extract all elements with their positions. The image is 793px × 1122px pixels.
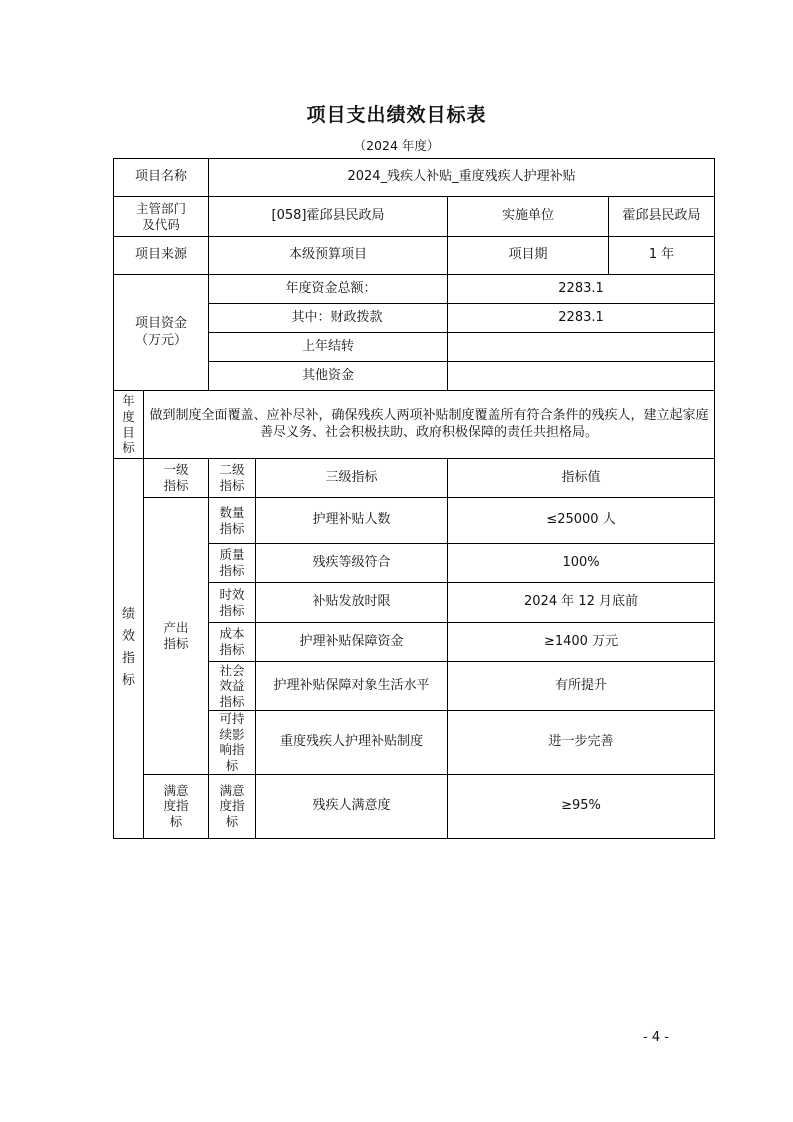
impl-unit-label: 实施单位 xyxy=(448,197,609,237)
indicator-level2: 社会 效益 指标 xyxy=(209,662,256,711)
indicator-level3: 护理补贴保障资金 xyxy=(256,623,448,662)
indicator-level3: 残疾等级符合 xyxy=(256,544,448,583)
indicator-row xyxy=(114,498,715,544)
indicator-header-row xyxy=(114,459,715,498)
indicator-value: ≥1400 万元 xyxy=(448,623,715,662)
indicator-value: ≤25000 人 xyxy=(448,498,715,544)
indicator-value: ≥95% xyxy=(448,774,715,838)
output-indicator-label: 产出 指标 xyxy=(144,498,209,775)
indicator-level3: 护理补贴人数 xyxy=(256,498,448,544)
funds-total-row xyxy=(114,275,715,304)
funds-total-value: 2283.1 xyxy=(448,275,715,304)
department-value: [058]霍邱县民政局 xyxy=(209,197,448,237)
funds-carryover-value xyxy=(448,333,715,362)
funds-fiscal-value: 2283.1 xyxy=(448,304,715,333)
annual-goal-label: 年 度 目 标 xyxy=(114,391,144,459)
project-name-value: 2024_残疾人补贴_重度残疾人护理补贴 xyxy=(209,159,715,197)
indicator-level3: 护理补贴保障对象生活水平 xyxy=(256,662,448,711)
department-label: 主管部门 及代码 xyxy=(114,197,209,237)
header-level2: 二级 指标 xyxy=(209,459,256,498)
indicator-level2: 成本 指标 xyxy=(209,623,256,662)
header-value: 指标值 xyxy=(448,459,715,498)
year-label: （2024 年度） xyxy=(353,138,440,153)
performance-target-table xyxy=(113,158,715,839)
indicator-section-label: 绩 效 指 标 xyxy=(114,459,144,839)
annual-goal-text: 做到制度全面覆盖、应补尽补，确保残疾人两项补贴制度覆盖所有符合条件的残疾人，建立起家庭善尽义务、社会积极扶助、政府积极保障的责任共担格局。 xyxy=(144,391,715,459)
project-name-row xyxy=(114,159,715,197)
satisfaction-indicator-label: 满意 度指 标 xyxy=(144,774,209,838)
funds-label: 项目资金 （万元） xyxy=(114,275,209,391)
annual-goal-row xyxy=(114,391,715,459)
funds-other-value xyxy=(448,362,715,391)
page-number: - 4 - xyxy=(643,1030,669,1045)
indicator-level2: 可持 续影 响指 标 xyxy=(209,711,256,775)
indicator-value: 2024 年 12 月底前 xyxy=(448,583,715,623)
project-source-row xyxy=(114,237,715,275)
department-row xyxy=(114,197,715,237)
funds-fiscal-label: 其中：财政拨款 xyxy=(209,304,448,333)
funds-carryover-label: 上年结转 xyxy=(209,333,448,362)
project-period-value: 1 年 xyxy=(609,237,715,275)
project-source-label: 项目来源 xyxy=(114,237,209,275)
indicator-level2: 数量 指标 xyxy=(209,498,256,544)
header-level1: 一级 指标 xyxy=(144,459,209,498)
header-level3: 三级指标 xyxy=(256,459,448,498)
funds-total-label: 年度资金总额： xyxy=(209,275,448,304)
page-title: 项目支出绩效目标表 xyxy=(306,104,487,126)
indicator-level2: 时效 指标 xyxy=(209,583,256,623)
project-name-label: 项目名称 xyxy=(114,159,209,197)
indicator-level2: 质量 指标 xyxy=(209,544,256,583)
impl-unit-value: 霍邱县民政局 xyxy=(609,197,715,237)
project-source-value: 本级预算项目 xyxy=(209,237,448,275)
indicator-value: 100% xyxy=(448,544,715,583)
indicator-level3: 重度残疾人护理补贴制度 xyxy=(256,711,448,775)
indicator-row xyxy=(114,774,715,838)
indicator-value: 进一步完善 xyxy=(448,711,715,775)
project-period-label: 项目期 xyxy=(448,237,609,275)
indicator-value: 有所提升 xyxy=(448,662,715,711)
indicator-level2: 满意 度指 标 xyxy=(209,774,256,838)
funds-other-label: 其他资金 xyxy=(209,362,448,391)
indicator-level3: 补贴发放时限 xyxy=(256,583,448,623)
indicator-level3: 残疾人满意度 xyxy=(256,774,448,838)
